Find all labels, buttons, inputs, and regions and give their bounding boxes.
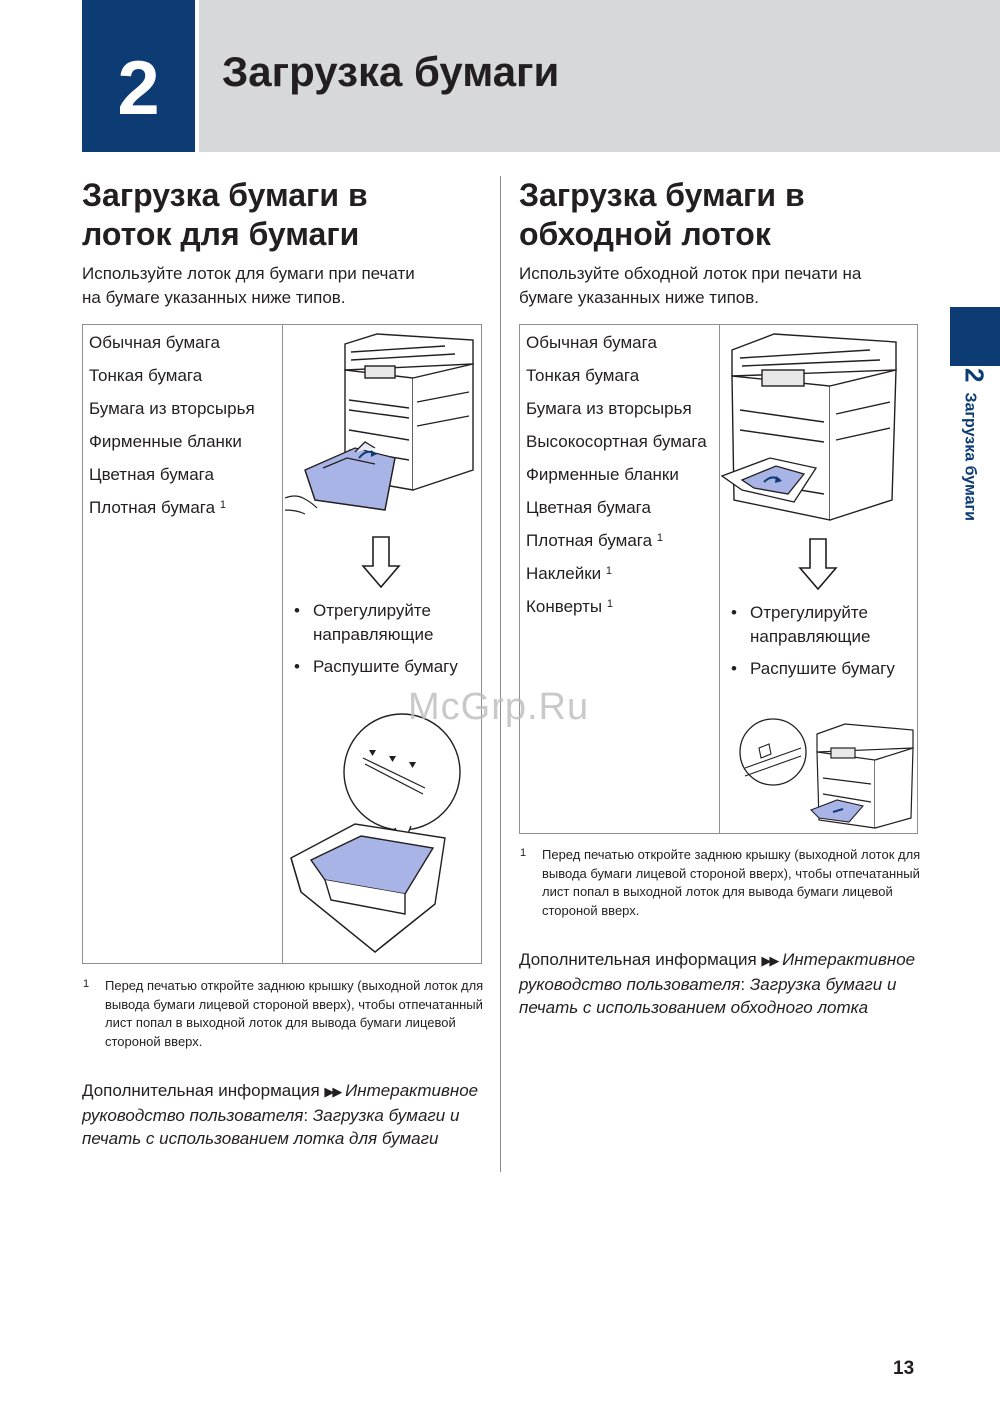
left-intro-line2: на бумаге указанных ниже типов. <box>82 288 346 307</box>
right-steps-list <box>731 601 911 689</box>
left-intro-line1: Используйте лоток для бумаги при печати <box>82 264 415 283</box>
right-title-line1: Загрузка бумаги в <box>519 177 805 213</box>
left-section-title <box>82 176 368 254</box>
left-title-line2: лоток для бумаги <box>82 216 360 252</box>
footnote-ref: 1 <box>219 499 226 511</box>
list-item: Обычная бумага <box>89 333 220 352</box>
right-paper-type-list <box>526 331 712 628</box>
list-item: Бумага из вторсырья <box>89 399 255 418</box>
left-footnote <box>83 977 485 1051</box>
printer-bypass-illustration <box>720 330 916 530</box>
list-item: • Отрегулируйте направляющие <box>294 601 434 644</box>
double-arrow-icon: ▶▶ <box>761 953 778 968</box>
right-intro-line2: бумаге указанных ниже типов. <box>519 288 759 307</box>
right-intro <box>519 262 861 310</box>
chapter-title: Загрузка бумаги <box>222 48 560 95</box>
list-item: Конверты $^1$ <box>526 597 613 616</box>
page-number: 13 <box>893 1358 915 1379</box>
list-item: • Распушите бумагу <box>731 659 895 678</box>
list-item: Тонкая бумага <box>526 366 640 385</box>
list-item: Обычная бумага <box>526 333 657 352</box>
online-guide-link[interactable]: Интерактивное руководство пользователя <box>519 950 916 994</box>
online-guide-link[interactable]: Интерактивное руководство пользователя <box>82 1081 479 1125</box>
list-item: Плотная бумага $^1$ <box>526 531 663 550</box>
footnote-mark: 1 <box>83 978 90 990</box>
footnote-ref: 1 <box>606 598 613 610</box>
down-arrow-icon <box>799 538 837 590</box>
footnote-ref: 1 <box>605 565 613 577</box>
footnote-ref: 1 <box>656 532 663 544</box>
colon: : <box>740 974 746 994</box>
list-item: Цветная бумага <box>89 465 214 484</box>
column-divider <box>500 176 501 1172</box>
more-info-label: Дополнительная информация <box>82 1081 320 1100</box>
chapter-number: 2 <box>82 0 195 152</box>
guide-topic-link[interactable]: Загрузка бумаги и печать с использованием лотка для бумаги <box>82 1105 460 1148</box>
left-intro <box>82 262 415 310</box>
list-item: Фирменные бланки <box>89 432 242 451</box>
bypass-guide-illustration <box>735 718 915 830</box>
list-item: • Распушите бумагу <box>294 657 458 676</box>
more-info-label: Дополнительная информация <box>519 950 757 969</box>
list-item: Наклейки $^1$ <box>526 564 613 583</box>
left-paper-type-list <box>89 331 275 529</box>
footnote-mark: 1 <box>520 847 527 859</box>
left-box-divider <box>282 325 283 963</box>
watermark: McGrp.Ru <box>408 686 590 728</box>
footnote-text: Перед печатью откройте заднюю крышку (выходной лоток для вывода бумаги лицевой стороной вверх), чтобы отпечатанный лист попал в выходной лоток для вывода бумаги лицевой стороной вверх. <box>542 847 921 918</box>
list-item: Фирменные бланки <box>526 465 679 484</box>
double-arrow-icon: ▶▶ <box>324 1084 341 1099</box>
list-item: Плотная бумага $^1$ <box>89 498 226 517</box>
right-section-title <box>519 176 805 254</box>
right-footnote <box>520 846 922 920</box>
list-item: Тонкая бумага <box>89 366 203 385</box>
printer-tray-illustration <box>285 330 480 530</box>
colon: : <box>303 1105 309 1125</box>
side-chapter-tab <box>950 307 1000 366</box>
list-item: Бумага из вторсырья <box>526 399 692 418</box>
guide-topic-link[interactable]: Загрузка бумаги и печать с использованием обходного лотка <box>519 974 897 1017</box>
side-tab-text: Загрузка бумаги <box>961 392 979 521</box>
paper-in-tray-illustration <box>285 714 480 959</box>
left-steps-list <box>294 599 474 687</box>
left-more-info <box>82 1079 492 1151</box>
right-title-line2: обходной лоток <box>519 216 771 252</box>
side-chapter-label <box>948 368 1000 568</box>
side-tab-number: 2 <box>959 368 990 383</box>
right-more-info <box>519 948 929 1020</box>
right-intro-line1: Используйте обходной лоток при печати на <box>519 264 862 283</box>
left-title-line1: Загрузка бумаги в <box>82 177 368 213</box>
down-arrow-icon <box>362 536 400 588</box>
footnote-text: Перед печатью откройте заднюю крышку (выходной лоток для вывода бумаги лицевой стороной вверх), чтобы отпечатанный лист попал в выходной лоток для вывода бумаги лицевой стороной вверх. <box>105 978 484 1049</box>
list-item: • Отрегулируйте направляющие <box>731 603 871 646</box>
list-item: Высокосортная бумага <box>526 432 707 451</box>
list-item: Цветная бумага <box>526 498 651 517</box>
